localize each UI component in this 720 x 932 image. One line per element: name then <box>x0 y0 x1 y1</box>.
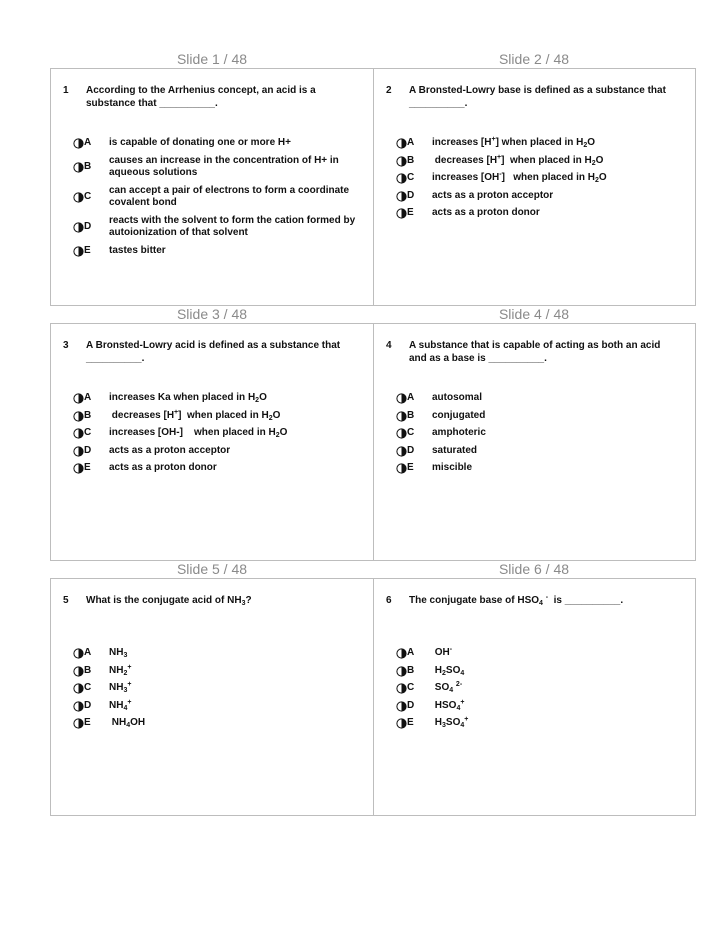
answer-options <box>73 137 363 262</box>
option-text: decreases [H+] when placed in $H_2O$ <box>109 408 281 422</box>
option-text: acts as a proton donor <box>432 207 540 219</box>
option-letter: D <box>407 444 415 456</box>
answer-option-e[interactable] <box>73 717 363 730</box>
question-number: 2 <box>386 85 392 96</box>
option-text: increases [OH-] when placed in $H_2O$ <box>109 427 288 440</box>
radio-circle-icon[interactable] <box>396 156 407 167</box>
answer-option-e[interactable] <box>73 245 363 258</box>
answer-option-a[interactable] <box>396 137 686 150</box>
answer-option-d[interactable] <box>396 700 686 713</box>
answer-option-c[interactable] <box>396 427 686 440</box>
radio-circle-icon[interactable] <box>73 411 84 422</box>
question-number: 1 <box>63 85 69 96</box>
option-text: OH- <box>432 646 453 658</box>
answer-options <box>73 647 363 735</box>
option-text: $H_2SO_4$ <box>432 664 465 677</box>
option-letter: C <box>407 172 415 184</box>
radio-circle-icon[interactable] <box>396 683 407 694</box>
option-text: $SO_4$ $^{2-}$ <box>432 681 463 695</box>
slide-card <box>51 579 373 815</box>
answer-options <box>396 137 686 225</box>
answer-option-b[interactable] <box>73 665 363 678</box>
option-letter: B <box>84 409 92 421</box>
radio-circle-icon[interactable] <box>396 393 407 404</box>
option-text: $H_3SO_4^+$ <box>432 716 469 730</box>
option-text: $NH_4OH$ <box>109 717 146 730</box>
answer-option-a[interactable] <box>73 137 363 150</box>
option-letter: B <box>84 664 92 676</box>
question-number: 4 <box>386 340 392 351</box>
slide-card <box>51 324 373 560</box>
answer-option-e[interactable] <box>73 462 363 475</box>
radio-circle-icon[interactable] <box>396 718 407 729</box>
question-text: A Bronsted-Lowry base is defined as a substance that __________. <box>409 85 666 109</box>
answer-option-e[interactable] <box>396 717 686 730</box>
option-text: saturated <box>432 444 478 456</box>
option-text: $NH_4^+$ <box>109 698 132 712</box>
option-text: conjugated <box>432 409 486 421</box>
radio-circle-icon[interactable] <box>73 393 84 404</box>
answer-option-d[interactable] <box>396 445 686 458</box>
slide-card <box>51 69 373 305</box>
option-text: $HSO_4^+$ <box>432 698 465 712</box>
option-text: $NH_3$ <box>109 647 128 659</box>
radio-circle-icon[interactable] <box>73 246 84 257</box>
option-text: causes an increase in the concentration of H+ in aqueous solutions <box>109 154 339 179</box>
option-text: is capable of donating one or more H+ <box>109 137 291 148</box>
slide-card <box>373 579 695 815</box>
option-letter: E <box>407 462 414 474</box>
answer-option-d[interactable] <box>73 215 363 240</box>
radio-circle-icon[interactable] <box>396 138 407 149</box>
answer-option-a[interactable] <box>396 392 686 405</box>
question-text: A Bronsted-Lowry acid is defined as a substance that __________. <box>86 340 341 364</box>
option-letter: A <box>84 392 92 403</box>
option-letter: C <box>84 190 92 202</box>
option-letter: E <box>84 462 91 474</box>
option-text: increases Ka when placed in $H_2O$ <box>109 392 267 404</box>
option-text: $NH_3^+$ <box>109 681 132 695</box>
slide-label: Slide 6 / 48 <box>498 561 570 577</box>
radio-circle-icon[interactable] <box>396 173 407 184</box>
radio-circle-icon[interactable] <box>73 683 84 694</box>
option-text: increases [H+] when placed in $H_2O$ <box>432 136 596 149</box>
slide-card <box>373 69 695 305</box>
option-letter: B <box>407 154 415 166</box>
option-letter: E <box>84 717 91 729</box>
radio-circle-icon[interactable] <box>396 701 407 712</box>
option-text: $NH_2^+$ <box>109 663 132 677</box>
answer-option-d[interactable] <box>396 190 686 203</box>
option-letter: E <box>84 244 91 256</box>
radio-circle-icon[interactable] <box>396 463 407 474</box>
answer-option-c[interactable] <box>73 185 363 210</box>
option-text: decreases [H+] when placed in $H_2O$ <box>432 153 604 167</box>
option-letter: A <box>407 137 415 148</box>
answer-option-c[interactable] <box>73 427 363 440</box>
question-text: What is the conjugate acid of $NH_3$? <box>86 595 252 607</box>
option-text: acts as a proton acceptor <box>109 444 231 456</box>
option-letter: B <box>407 409 415 421</box>
option-letter: C <box>84 427 92 439</box>
radio-circle-icon[interactable] <box>73 162 84 173</box>
radio-circle-icon[interactable] <box>73 666 84 677</box>
option-letter: E <box>407 207 414 219</box>
radio-circle-icon[interactable] <box>73 446 84 457</box>
radio-circle-icon[interactable] <box>396 411 407 422</box>
answer-option-e[interactable] <box>396 207 686 220</box>
answer-options <box>73 392 363 480</box>
question-text: According to the Arrhenius concept, an acid is a substance that __________. <box>86 85 316 109</box>
option-letter: D <box>84 699 92 711</box>
answer-options <box>396 392 686 480</box>
option-letter: C <box>407 682 415 694</box>
option-text: miscible <box>432 462 473 474</box>
option-text: tastes bitter <box>109 244 166 256</box>
option-letter: C <box>407 427 415 439</box>
option-letter: D <box>407 699 415 711</box>
answer-option-c[interactable] <box>73 682 363 695</box>
option-text: can accept a pair of electrons to form a coordinate covalent bond <box>109 184 350 209</box>
option-letter: E <box>407 717 414 729</box>
answer-option-b[interactable] <box>396 410 686 423</box>
radio-circle-icon[interactable] <box>73 648 84 659</box>
option-letter: A <box>84 137 92 148</box>
answer-option-b[interactable] <box>73 410 363 423</box>
radio-circle-icon[interactable] <box>73 718 84 729</box>
option-text: increases [OH-] when placed in $H_2O$ <box>432 171 607 185</box>
option-letter: B <box>407 664 415 676</box>
option-letter: A <box>407 392 415 403</box>
radio-circle-icon[interactable] <box>73 222 84 233</box>
radio-circle-icon[interactable] <box>396 446 407 457</box>
answer-option-a[interactable] <box>73 392 363 405</box>
question-text: The conjugate base of $HSO_4$ - is __________. <box>409 594 624 607</box>
radio-circle-icon[interactable] <box>73 192 84 203</box>
radio-circle-icon[interactable] <box>73 701 84 712</box>
question-number: 3 <box>63 340 69 351</box>
option-letter: C <box>84 682 92 694</box>
radio-circle-icon[interactable] <box>396 191 407 202</box>
answer-option-b[interactable] <box>396 665 686 678</box>
option-letter: D <box>84 220 92 232</box>
slide-label: Slide 4 / 48 <box>498 306 570 322</box>
answer-option-c[interactable] <box>396 682 686 695</box>
answer-option-b[interactable] <box>73 155 363 180</box>
radio-circle-icon[interactable] <box>396 428 407 439</box>
slide-row <box>50 68 696 306</box>
slide-label: Slide 1 / 48 <box>176 51 248 67</box>
radio-circle-icon[interactable] <box>73 463 84 474</box>
answer-option-d[interactable] <box>73 445 363 458</box>
option-text: acts as a proton donor <box>109 462 217 474</box>
slide-row <box>50 578 696 816</box>
question-text: A substance that is capable of acting as both an acid and as a base is __________. <box>409 340 661 364</box>
radio-circle-icon[interactable] <box>73 428 84 439</box>
option-text: amphoteric <box>432 427 486 439</box>
option-text: acts as a proton acceptor <box>432 189 554 201</box>
radio-circle-icon[interactable] <box>73 138 84 149</box>
option-letter: B <box>84 160 92 172</box>
option-letter: D <box>84 444 92 456</box>
option-text: autosomal <box>432 392 483 403</box>
radio-circle-icon[interactable] <box>396 666 407 677</box>
slide-label: Slide 3 / 48 <box>176 306 248 322</box>
question-number: 6 <box>386 595 392 606</box>
answer-option-b[interactable] <box>396 155 686 168</box>
option-letter: A <box>407 647 415 658</box>
radio-circle-icon[interactable] <box>396 648 407 659</box>
slide-card <box>373 324 695 560</box>
answer-option-a[interactable] <box>396 647 686 660</box>
radio-circle-icon[interactable] <box>396 208 407 219</box>
question-number: 5 <box>63 595 69 606</box>
answer-option-a[interactable] <box>73 647 363 660</box>
slide-label: Slide 5 / 48 <box>176 561 248 577</box>
option-text: reacts with the solvent to form the cation formed by autoionization of that solvent <box>109 214 356 239</box>
answer-option-d[interactable] <box>73 700 363 713</box>
slide-row <box>50 323 696 561</box>
option-letter: D <box>407 189 415 201</box>
slide-label: Slide 2 / 48 <box>498 51 570 67</box>
answer-option-c[interactable] <box>396 172 686 185</box>
answer-option-e[interactable] <box>396 462 686 475</box>
option-letter: A <box>84 647 92 658</box>
answer-options <box>396 647 686 735</box>
